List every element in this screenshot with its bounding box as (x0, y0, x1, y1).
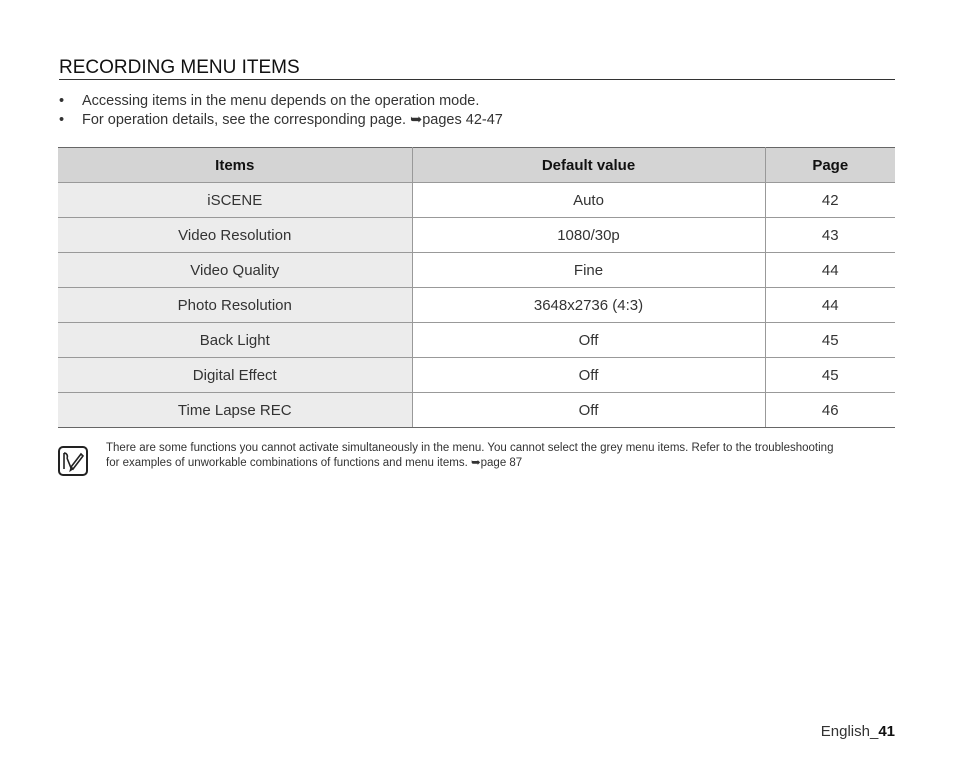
cell-default: Off (412, 358, 765, 393)
note-pencil-icon (58, 446, 88, 476)
bullet-text: For operation details, see the corresponding page. ➥pages 42-47 (82, 112, 503, 128)
cell-item: Back Light (58, 323, 412, 358)
cell-page: 43 (765, 218, 895, 253)
recording-menu-table (58, 147, 895, 428)
table-row (58, 183, 895, 218)
header-items: Items (58, 148, 412, 183)
cell-item: Time Lapse REC (58, 393, 412, 428)
bullet-list (59, 92, 895, 130)
footer-page-number: 41 (878, 723, 895, 740)
cell-item: iSCENE (58, 183, 412, 218)
cell-default: Off (412, 323, 765, 358)
cell-page: 46 (765, 393, 895, 428)
table-row (58, 358, 895, 393)
page-footer (821, 723, 895, 740)
cell-item: Video Resolution (58, 218, 412, 253)
table-row (58, 218, 895, 253)
header-page: Page (765, 148, 895, 183)
table-row (58, 288, 895, 323)
bullet-item (59, 111, 895, 130)
table-row (58, 393, 895, 428)
cell-page: 44 (765, 288, 895, 323)
cell-page: 45 (765, 358, 895, 393)
cell-item: Photo Resolution (58, 288, 412, 323)
cell-default: 3648x2736 (4:3) (412, 288, 765, 323)
bullet-dot: • (59, 112, 65, 128)
bullet-item (59, 92, 895, 111)
cell-default: Off (412, 393, 765, 428)
cell-item: Digital Effect (58, 358, 412, 393)
bullet-text: Accessing items in the menu depends on the operation mode. (82, 93, 480, 109)
cell-default: 1080/30p (412, 218, 765, 253)
table-row (58, 253, 895, 288)
bullet-dot: • (59, 93, 65, 109)
note-line: for examples of unworkable combinations of functions and menu items. ➥page 87 (106, 457, 523, 469)
footer-language: English_ (820, 723, 879, 740)
cell-page: 44 (765, 253, 895, 288)
header-default-value: Default value (412, 148, 765, 183)
table-header-row (58, 148, 895, 183)
cell-default: Auto (412, 183, 765, 218)
note-text (106, 441, 896, 471)
cell-page: 45 (765, 323, 895, 358)
cell-item: Video Quality (58, 253, 412, 288)
cell-page: 42 (765, 183, 895, 218)
table-row (58, 323, 895, 358)
cell-default: Fine (412, 253, 765, 288)
note-line: There are some functions you cannot activate simultaneously in the menu. You cannot select the grey menu items. Refer to the troubleshooting (106, 442, 834, 454)
page-title: RECORDING MENU ITEMS (59, 57, 895, 80)
